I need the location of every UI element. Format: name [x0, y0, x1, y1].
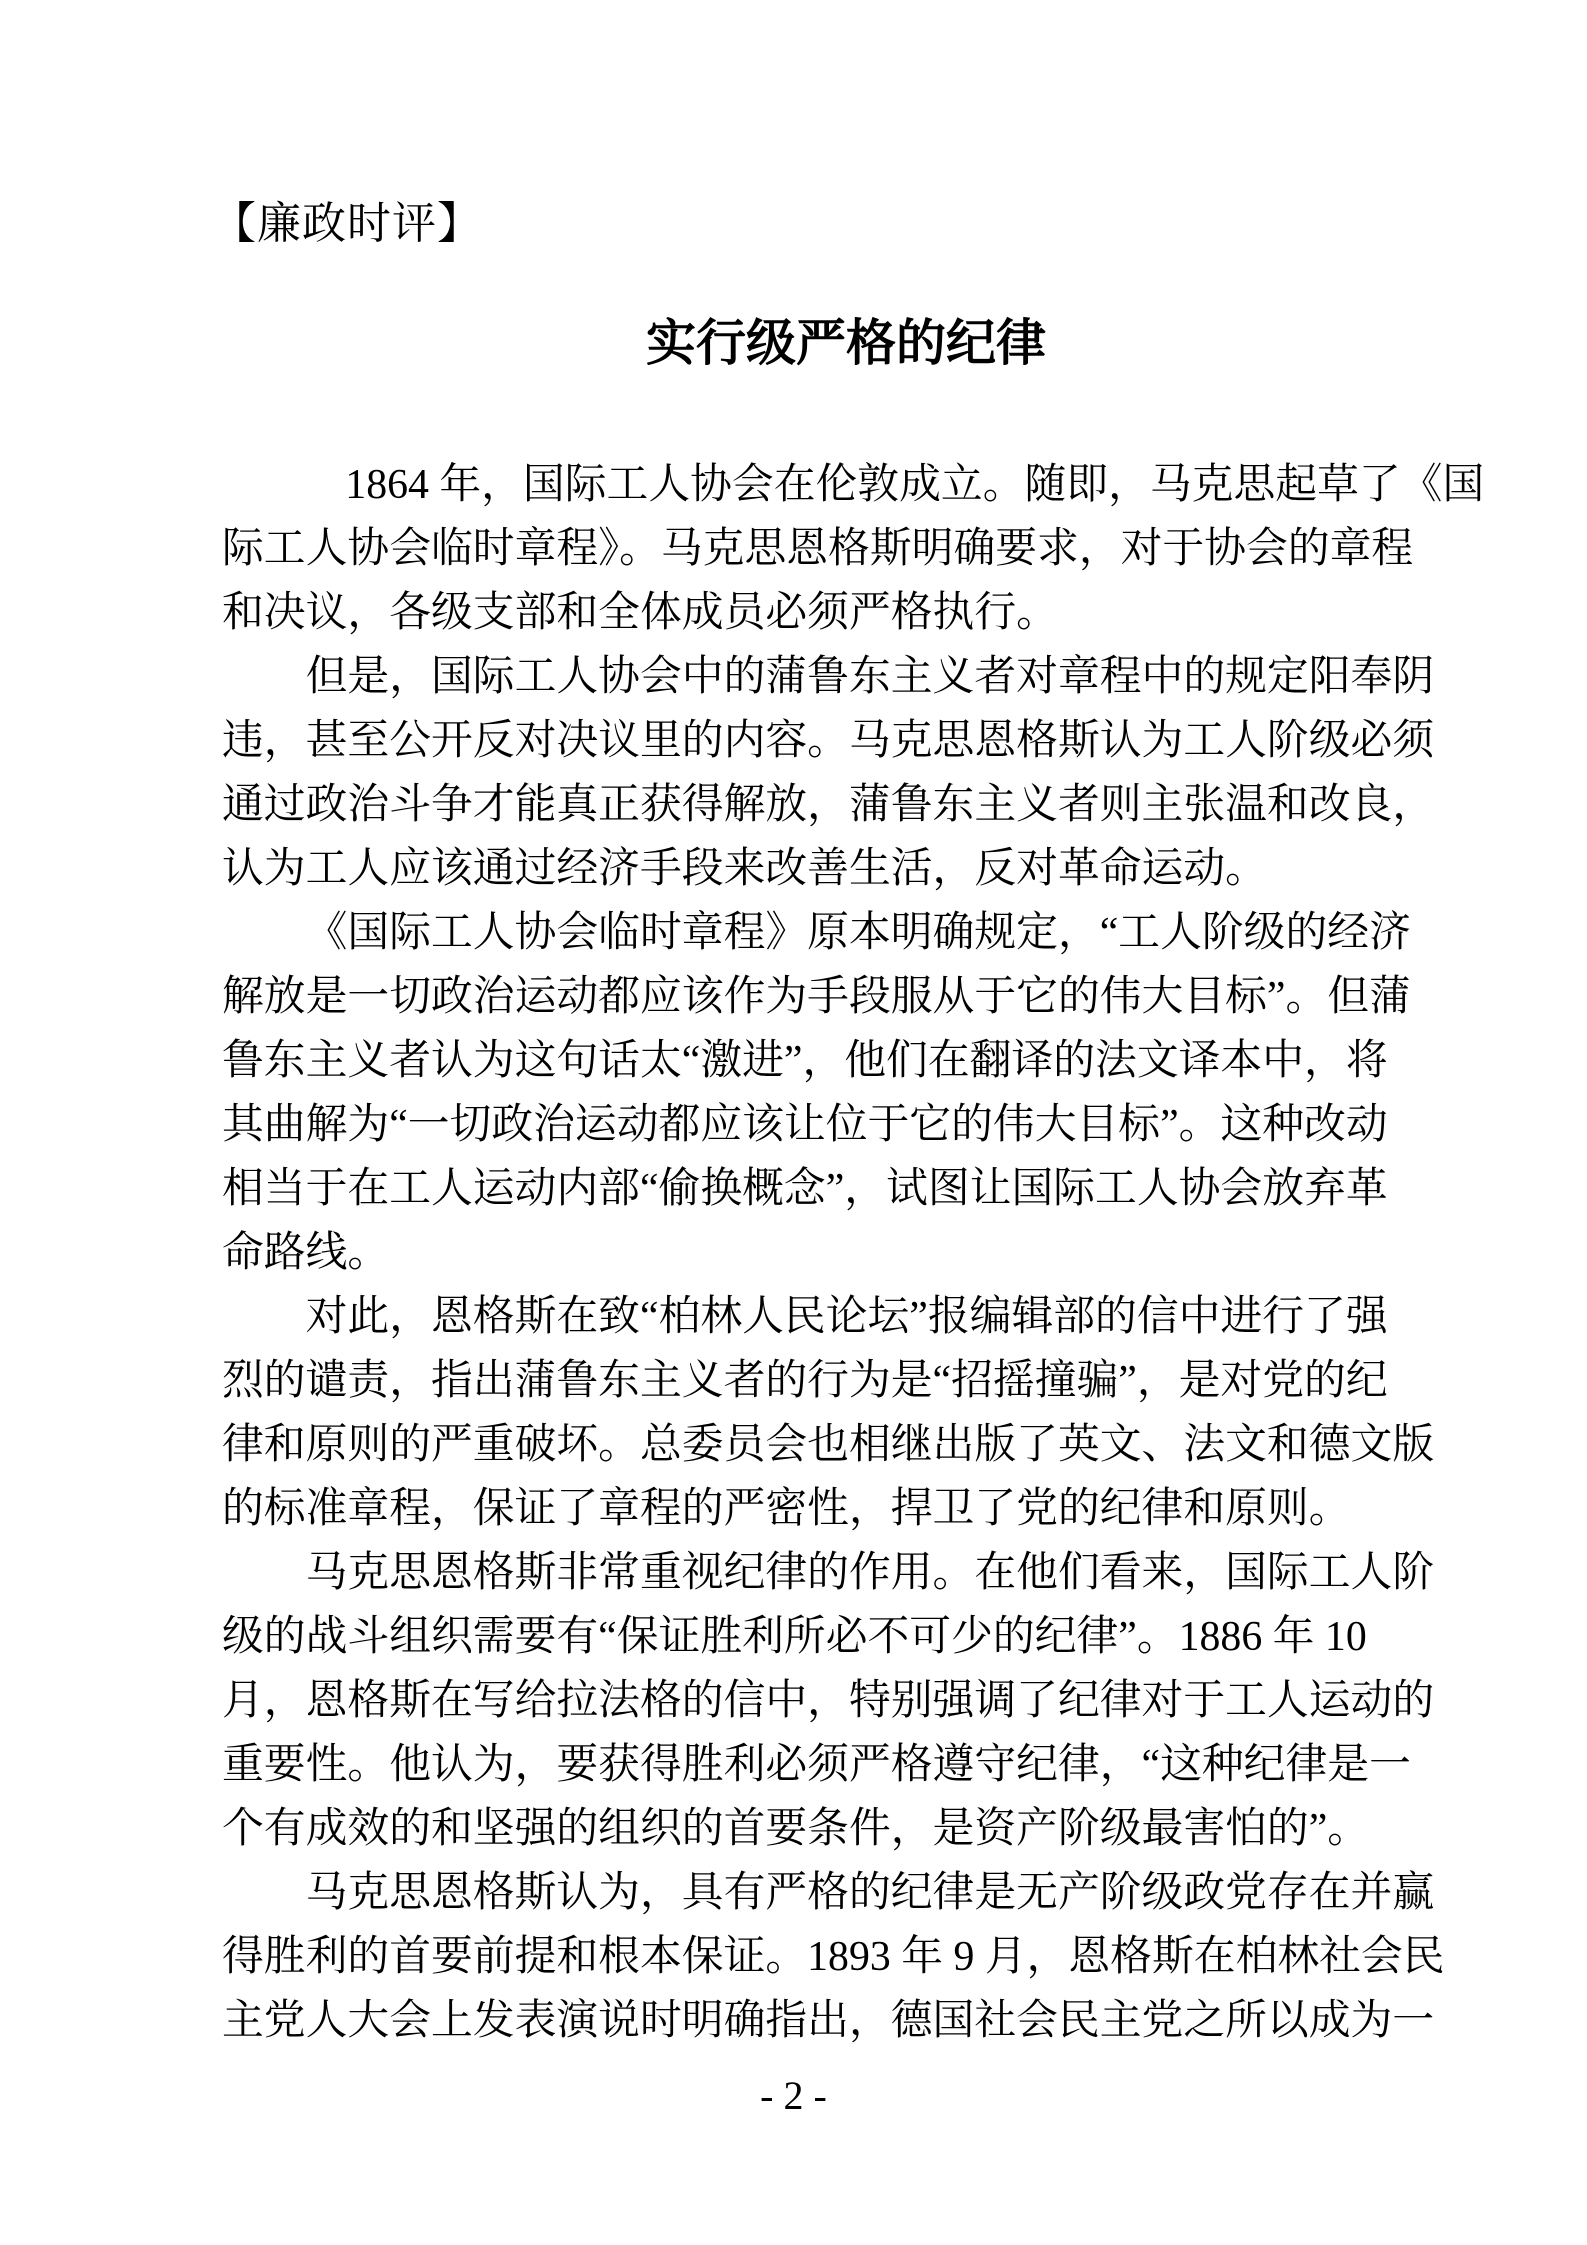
section-tag: 【廉政时评】: [212, 199, 482, 248]
body-line: 和决议，各级支部和全体成员必须严格执行。: [222, 590, 1058, 636]
body-line: 《国际工人协会临时章程》原本明确规定，“工人阶级的经济: [305, 910, 1411, 956]
body-line: 烈的谴责，指出蒲鲁东主义者的行为是“招摇撞骗”，是对党的纪: [222, 1358, 1388, 1404]
body-line: 马克思恩格斯非常重视纪律的作用。在他们看来，国际工人阶: [305, 1550, 1435, 1596]
body-line: 得胜利的首要前提和根本保证。1893 年 9 月，恩格斯在柏林社会民: [222, 1934, 1445, 1980]
body-line: 对此，恩格斯在致“柏林人民论坛”报编辑部的信中进行了强: [305, 1294, 1388, 1340]
body-line: 律和原则的严重破坏。总委员会也相继出版了英文、法文和德文版: [222, 1422, 1435, 1468]
body-line: 主党人大会上发表演说时明确指出，德国社会民主党之所以成为一: [222, 1998, 1435, 2044]
body-line: 重要性。他认为，要获得胜利必须严格遵守纪律，“这种纪律是一: [222, 1742, 1411, 1788]
paragraph: [222, 1541, 1434, 1861]
body-line: 解放是一切政治运动都应该作为手段服从于它的伟大目标”。但蒲: [222, 974, 1411, 1020]
body-line: 个有成效的和坚强的组织的首要条件，是资产阶级最害怕的”。: [222, 1806, 1370, 1852]
body-line: 马克思恩格斯认为，具有严格的纪律是无产阶级政党存在并赢: [305, 1870, 1435, 1916]
paragraph: [222, 1861, 1445, 2053]
paragraph: [222, 645, 1434, 901]
body-line: 相当于在工人运动内部“偷换概念”，试图让国际工人协会放弃革: [222, 1166, 1388, 1212]
body-line: 月，恩格斯在写给拉法格的信中，特别强调了纪律对于工人运动的: [222, 1678, 1435, 1724]
body-line: 违，甚至公开反对决议里的内容。马克思恩格斯认为工人阶级必须: [222, 718, 1435, 764]
body-line: 其曲解为“一切政治运动都应该让位于它的伟大目标”。这种改动: [222, 1102, 1388, 1148]
body-line: 认为工人应该通过经济手段来改善生活，反对革命运动。: [222, 846, 1267, 892]
page-title: 实行级严格的纪律: [646, 315, 1046, 371]
page-number: - 2 -: [760, 2073, 827, 2118]
paragraph: [222, 453, 1485, 645]
body-line: 鲁东主义者认为这句话太“激进”，他们在翻译的法文译本中，将: [222, 1038, 1388, 1084]
body-line: 际工人协会临时章程》。马克思恩格斯明确要求，对于协会的章程: [222, 526, 1414, 572]
body-line: 的标准章程，保证了章程的严密性，捍卫了党的纪律和原则。: [222, 1486, 1351, 1532]
paragraph: [222, 901, 1434, 1285]
body-line: 级的战斗组织需要有“保证胜利所必不可少的纪律”。1886 年 10: [222, 1614, 1367, 1660]
paragraph: [222, 1285, 1434, 1541]
body-line: 命路线。: [222, 1230, 390, 1276]
body-text: [222, 453, 1485, 2053]
body-line: 通过政治斗争才能真正获得解放，蒲鲁东主义者则主张温和改良，: [222, 782, 1435, 828]
body-line: 1864 年，国际工人协会在伦敦成立。随即，马克思起草了《国: [345, 462, 1485, 508]
body-line: 但是，国际工人协会中的蒲鲁东主义者对章程中的规定阳奉阴: [305, 654, 1435, 700]
